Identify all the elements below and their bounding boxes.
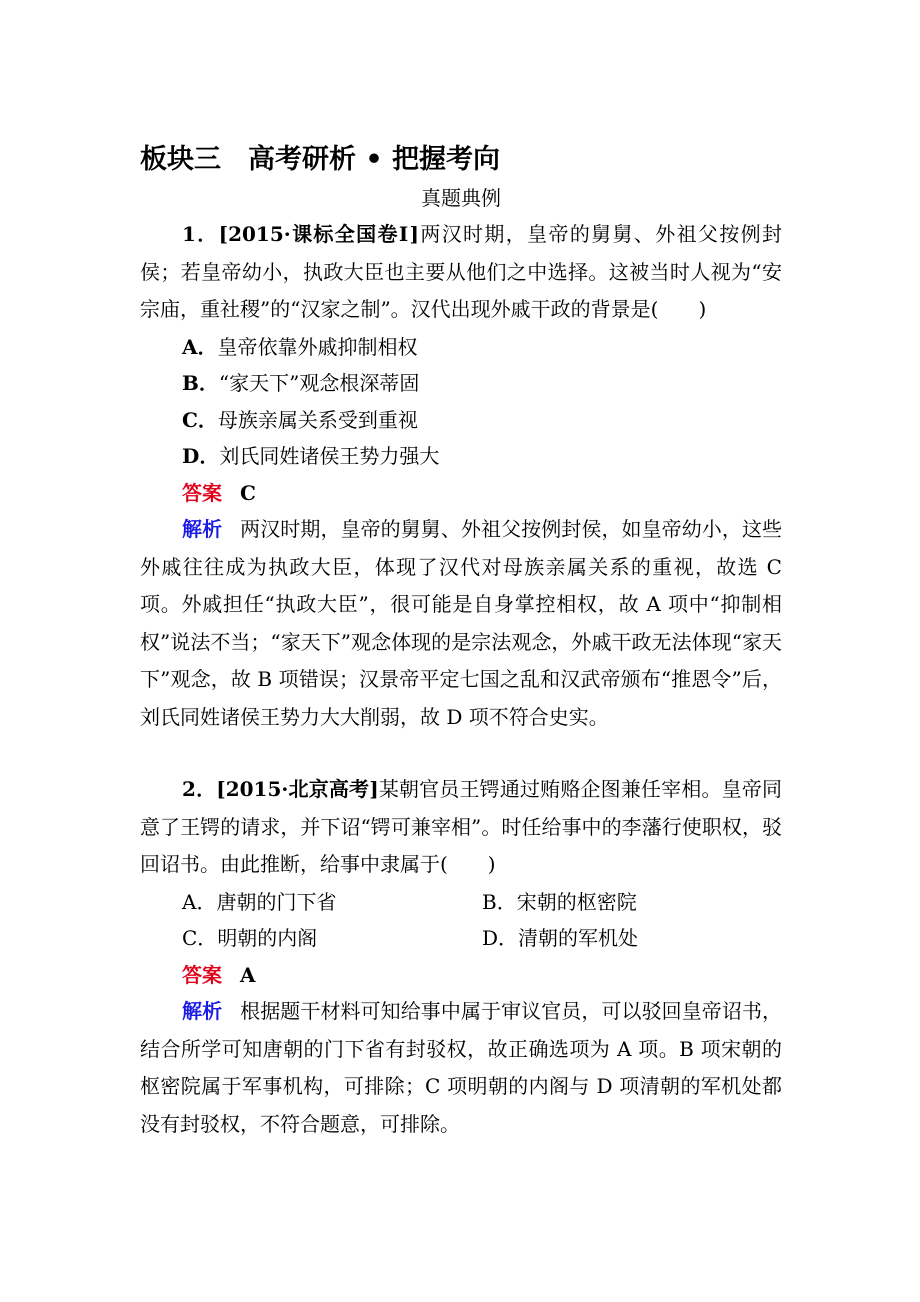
option-row bbox=[140, 920, 782, 957]
option-b bbox=[140, 365, 782, 402]
answer-value: A bbox=[240, 962, 256, 987]
question-1 bbox=[140, 216, 782, 736]
question-stem-text: 某朝官员王锷通过贿赂企图兼任宰相。皇帝同意了王锷的请求，并下诏“锷可兼宰相”。时任给事中的李藩行使职权，驳回诏书。由此推断，给事中隶属于( ) bbox=[140, 777, 783, 876]
section-subtitle: 真题典例 bbox=[421, 186, 501, 210]
analysis-label: 解析 bbox=[182, 517, 223, 541]
question-source: [2015·北京高考] bbox=[216, 777, 379, 801]
option-letter: C． bbox=[182, 407, 218, 432]
option-text: 母族亲属关系受到重视 bbox=[217, 407, 418, 432]
answer-line bbox=[140, 475, 782, 512]
option-text: 皇帝依靠外戚抑制相权 bbox=[217, 334, 418, 359]
analysis-paragraph bbox=[140, 993, 782, 1143]
option-a bbox=[140, 329, 782, 366]
option-text: 清朝的军机处 bbox=[518, 926, 639, 950]
option-text: 宋朝的枢密院 bbox=[516, 889, 637, 914]
option-letter: B． bbox=[482, 889, 517, 914]
answer-label: 答案 bbox=[182, 962, 222, 987]
question-stem-text: 两汉时期，皇帝的舅舅、外祖父按例封侯；若皇帝幼小，执政大臣也主要从他们之中选择。这被当时人视为“安宗庙，重社稷”的“汉家之制”。汉代出现外戚干政的背景是( ) bbox=[140, 222, 782, 321]
option-c bbox=[182, 920, 482, 957]
option-text: “家天下”观念根深蒂固 bbox=[218, 371, 420, 395]
question-2 bbox=[140, 771, 782, 1143]
option-b bbox=[482, 884, 782, 921]
question-number: 2． bbox=[182, 777, 217, 801]
option-d bbox=[482, 920, 782, 957]
document-page bbox=[140, 140, 782, 1143]
option-text: 刘氏同姓诸侯王势力强大 bbox=[219, 444, 440, 468]
option-letter: C． bbox=[182, 926, 218, 950]
answer-value: C bbox=[240, 480, 256, 505]
answer-label: 答案 bbox=[182, 480, 222, 505]
answer-line bbox=[140, 957, 782, 994]
option-text: 明朝的内阁 bbox=[217, 926, 318, 950]
option-d bbox=[140, 438, 782, 475]
question-number: 1． bbox=[182, 222, 219, 246]
spacer bbox=[140, 736, 782, 771]
analysis-paragraph bbox=[140, 511, 782, 736]
option-text: 唐朝的门下省 bbox=[216, 889, 337, 914]
analysis-label: 解析 bbox=[182, 999, 223, 1023]
option-row bbox=[140, 884, 782, 921]
option-c bbox=[140, 402, 782, 439]
option-letter: A． bbox=[182, 889, 217, 914]
option-letter: D． bbox=[482, 926, 519, 950]
question-stem bbox=[140, 216, 782, 329]
option-letter: D． bbox=[182, 444, 220, 468]
option-letter: B． bbox=[182, 371, 219, 395]
option-a bbox=[182, 884, 482, 921]
analysis-text: 根据题干材料可知给事中属于审议官员，可以驳回皇帝诏书，结合所学可知唐朝的门下省有封驳权，故正确选项为 A 项。B 项宋朝的枢密院属于军事机构，可排除；C 项明朝的内阁与 D 项清朝的军机处都没有封驳权，不符合题意，可排除。 bbox=[140, 999, 783, 1136]
question-stem bbox=[140, 771, 782, 884]
section-title: 板块三 高考研析 • 把握考向 bbox=[140, 144, 501, 175]
question-source: [2015·课标全国卷Ⅰ] bbox=[218, 222, 419, 246]
analysis-text: 两汉时期，皇帝的舅舅、外祖父按例封侯，如皇帝幼小，这些外戚往往成为执政大臣，体现了汉代对母族亲属关系的重视，故选 C 项。外戚担任“执政大臣”，很可能是自身掌控相权，故 A 项中“抑制相权”说法不当；“家天下”观念体现的是宗法观念，外戚干政无法体现“家天下”观念，故 B 项错误；汉景帝平定七国之乱和汉武帝颁布“推恩令”后，刘氏同姓诸侯王势力大大削弱，故 D 项不符合史实。 bbox=[140, 517, 783, 729]
option-letter: A． bbox=[182, 334, 218, 359]
